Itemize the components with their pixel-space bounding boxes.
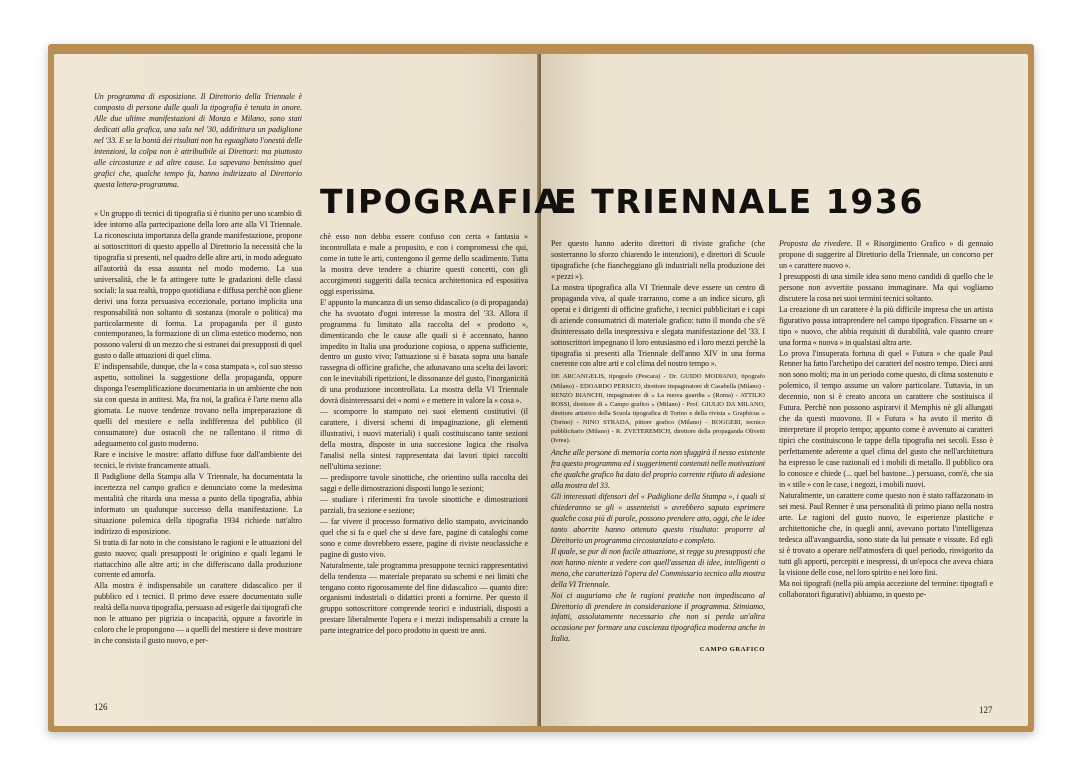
- paragraph: La mostra tipografica alla VI Triennale deve essere un centro di propaganda viva, al quale trarranno, come a un indice sicuro, gli operai e i dirigenti di officine grafiche, i tecnici pubblicitari e i capi di aziende consumatrici di materiale grafico: tutto il mondo che s'è disinteressato della inespressiva e slegata manifestazione del '33. I sottoscrittori impegnano il loro entusiasmo ed i loro mezzi perchè la tipografia si presenti alla Triennale dell'anno XIV in una forma coerente con altre arti e col clima del nostro tempo ».: [551, 282, 765, 369]
- paragraph: Rare e incisive le mostre: affatto diffuse fuor dall'ambiente dei tecnici, le riviste francamente attuali.: [94, 449, 302, 470]
- intro-paragraph: [94, 92, 302, 191]
- paragraph: Naturalmente, un carattere come questo non è stato raffazzonato in sei mesi. Paul Renner è una personalità di primo piano nella nostra arte. Le ragioni del gusto nuovo, le esperienze plastiche e architettoniche che, in quegli anni, avevano portato l'intelligenza tedesca all'avanguardia, sono state da lui pensate e vissute. Ed egli si è trovato a operare nell'atmosfera di quel periodo, rinvigorito da tutti gli apporti, percepiti e inespressi, di un'epoca che aveva chiara la visione delle cose, nel loro spirito e nei loro fini.: [779, 490, 993, 577]
- right-page: [541, 54, 1028, 726]
- paragraph: Il Padiglione della Stampa alla V Triennale, ha documentata la incertezza nel campo grafico e denunciato come la medesima mentalità che ritarda una messa a punto della tipografia, abbia informato un qualunque successo della manifestazione. La situazione polemica della tipografia 1934 richiede tutt'altro indirizzo di esposizione.: [94, 471, 302, 536]
- paragraph: — far vivere il processo formativo dello stampato, avvicinando quel che si fa e quel che si deve fare, pagine di cataloghi come sono e come dovrebbero essere, pagine di riviste neoclassiche e pagine di gusto vivo.: [320, 516, 528, 559]
- page-title-left: TIPOGRAFIA: [320, 182, 562, 221]
- paragraph: Proposta da rivedere. Il « Risorgimento Grafico » di gennaio propone di suggerire al Direttorio della Triennale, un concorso per un « carattere nuovo ».: [779, 239, 994, 270]
- paragraph: — scomporre lo stampato nei suoi elementi costitutivi (il carattere, i diversi schemi di impaginazione, gli elementi illustrativi, i nuovi materiali) i quali costituiscano tante sezioni della mostra, disposte in una succesione logica che risolva l'analisi nella sintesi rappresentata dai lavori tipici raccolti nell'ultima sezione:: [320, 407, 528, 472]
- right-column-1: [551, 239, 765, 656]
- page-number-right: 127: [979, 705, 993, 715]
- left-page: [54, 54, 539, 726]
- intro-text: Un programma di esposizione. Il Direttorio della Triennale è composto di persone dalle quali la tipografia è tenuta in onore. Alle due ultime manifestazioni di Monza e Milano, sono stati dedicati alla grafica, una sala nel '30, addirittura un padiglione nel '33. E se la bontà dei risultati non ha eguagliato l'onestà delle intenzioni, la colpa non è attribuibile ai Direttori: ma piuttosto alle circostanze e ad altre cause. Lo sapevano benissimo quei grafici che, qualche tempo fa, hanno indirizzato al Direttorio questa lettera-programma.: [94, 92, 302, 189]
- left-column-1: [94, 209, 302, 647]
- editorial-paragraph: Il quale, se pur di non facile attuazione, si regge su presupposti che non hanno niente a vedere con quell'assenza di idee, intelligenti o meno, che caratterizzò l'opera del Commissario tecnico alla mostra della VI Triennale.: [551, 546, 765, 589]
- paragraph: E' appunto la mancanza di un senso didascalico (o di propaganda) che ha svuotato d'ogni interesse la mostra del '33. Allora il programma fu limitato alla raccolta del « prodotto », dimenticando che le cause alle quali si è accennato, hanno impedito in Italia una produzione copiosa, o appena sufficiente, dentro un gusto vivo; l'attuazione si è basata sopra una banale rassegna di officine grafiche, che adunavano una scelta dei lavori: con le inevitabili ripetizioni, le dissonanze del gusto, l'inorganicità di una produzione incontrollata. La mostra della VI Triennale dovrà disinteressarsi dei « nomi » e mettere in valore la « cosa ».: [320, 297, 528, 406]
- right-column-2: [779, 239, 993, 600]
- paragraph: La creazione di un carattere è la più difficile impresa che un artista figurativo possa intraprendere nel campo tipografico. Fissarne un « tipo » nuovo, che abbia requisiti di durabilità, vale quanto creare una forma « nuova » in qualsiasi altra arte.: [779, 304, 993, 347]
- paragraph: — predisporre tavole sinottiche, che orientino sulla raccolta dei saggi e delle dimostrazioni disposti lungo le sezioni;: [320, 472, 528, 493]
- page-title-right: E TRIENNALE 1936: [554, 182, 925, 221]
- paragraph: Lo prova l'insuperata fortuna di quel « Futura » che quale Paul Renner ha fatto l'archetipo dei caratteri del nostro tempo. Dieci anni non sono molti; ma in un periodo come questo, di clima sostenuto e polemico, il tempo assume un valore particolare. Tuttavia, in un decennio, non si è creato ancora un carattere che sostituisca il Futura. Perchè non possono aspirarvi il Memphis nè gli allungati che da questi muovono. Il « Futura » ha avuto il merito di interpretare il proprio tempo; appunto come è avvenuto ai caratteri tipici che costituiscono le tappe della tipografia nei secoli. Esso è perfettamente aderente a quel clima del gusto che nell'architettura ha espresso le case razionali ed i mobili di metallo. Il pubblico ora lo conosce e chiede (... quel bel bastone...) persuaso, com'è, che sia in « stile » con le case, i negozi, i mobili nuovi.: [779, 348, 993, 489]
- editorial-paragraph: Anche alle persone di memoria corta non sfuggirà il nesso esistente fra questo programma ed i suggerimenti contenuti nelle motivazioni che qualche grafico ha dato del proprio corrente rifiuto di adesione alla mostra del 33.: [551, 448, 765, 491]
- paragraph: chè esso non debba essere confuso con certa « fantasia » incontrollata e male a proposito, e con i compromessi che qui, come in tutte le arti, contengono il germe dello scadimento. Tutta la mostra deve tendere a chiarire questi concetti, con gli accorgimenti suggeriti dalla tecnica architettonica ed espositiva oggi esperissima.: [320, 232, 528, 296]
- paragraph: Per questo hanno aderito direttori di riviste grafiche (che sosterranno lo sforzo chiarendo le intenzioni), e direttori di Scuole tipografiche (che fiancheggiano gli industriali nella produzione dei « pezzi »).: [551, 239, 765, 281]
- paragraph: I presupposti di una simile idea sono meno candidi di quello che le persone non avvertite possano immaginare. Ma qui vogliamo discutere la cosa nei suoi termini tecnici soltanto.: [779, 271, 993, 303]
- paragraph: « Un gruppo di tecnici di tipografia si è riunito per uno scambio di idee intorno alla partecipazione della loro arte alla VI Triennale. La riconosciuta importanza della grande manifestazione, propone ai sottoscrittori di questo appello al Direttorio la necessità che la tipografia si presenti, nel quadro delle altre arti, in modo adeguato all'autorità da essa assunta nel modo moderno. La sua universalità, che le fa attingere tutte le gradazioni delle classi sociali: la sua realtà, troppo quotidiana e diffusa perchè non gliene derivi una forza persuasiva eccezionale, portano implicita una responsabilità non soltanto di sostanza (morale o politica) ma particolarmente di forma. La propaganda per il gusto contemporaneo, la formazione di un clima estetico moderno, non possono valersi di un mezzo che si estranei dai presupposti di quel gusto o dalle attuazioni di quel clima.: [94, 209, 302, 361]
- page-number-left: 126: [94, 702, 108, 712]
- signature: CAMPO GRAFICO: [699, 646, 765, 654]
- editorial-paragraph: Gli interessati difensori del « Padiglione della Stampa », i quali si chiederanno se gli « assenteisti » avrebbero saputo esprimere qualche cosa più di parole, possono prendere atto, oggi, che le idee tanto aborrite hanno ottenuto questo risultato: proporre al Direttorio un programma circostanziato e completo.: [551, 492, 765, 545]
- paragraph: Si tratta di far noto in che consistano le ragioni e le attuazioni del gusto nuovo; quali presupposti le originino e quali legami le riattacchino alle altre arti; in che differiscano dalla produzione corrente ed amorfa.: [94, 537, 302, 580]
- paragraph: Ma noi tipografi (nella più ampia accezione del termine: tipografi e collaboratori figurativi) abbiamo, in questo pe-: [779, 578, 993, 599]
- paragraph: Naturalmente, tale programma presuppone tecnici rappresentativi della tendenza — materiale preparato su schemi e nei limiti che tengano conto rigorosamente del fine didascalico — quanto dire: organismi industriali o didattici pronti a fornirne. Per questo il gruppo sottoscrittore comprende teorici e industriali, disposti a prestare liberalmente l'opera e i mezzi indispensabili a creare la parte integratrice del poco prodotto in questi tre anni.: [320, 560, 528, 636]
- paragraph: — studiare i riferimenti fra tavole sinottiche e dimostrazioni parziali, fra sezione e sezione;: [320, 494, 528, 515]
- magazine-spread: [48, 44, 1034, 732]
- editorial-paragraph: Noi ci auguriamo che le ragioni pratiche non impediscano al Direttorio di prendere in considerazione il programma. Stimiamo, infatti, assolutamente necessario che non si perda un'altra occasione per formare una coscienza tipografica moderna anche in Italia.: [551, 590, 765, 644]
- signatories-list: DE ARCANGELIS, tipografo (Pescara) - Dr. GUIDO MODIANO, tipografo (Milano) - EDOARDO PERSICO, direttore impaginatore di Casabella (Milano) - RENZO BIANCHI, impaginatore di « La nuova guardia » (Roma) - ATTILIO ROSSI, direttore di « Campo grafico » (Milano) - Prof. GIULIO DA MILANO, direttore artistico della Scuola tipografica di Torino e della rivista « Graphicus » (Torino) - NINO STRADA, pittore grafico (Milano) - ROGGERI, tecnico pubblicitario (Milano) - R. ZVETEREMICH, direttore della propaganda Olivetti (Ivrea).: [551, 373, 765, 445]
- paragraph: Alla mostra è indispensabile un carattere didascalico per il pubblico ed i tecnici. Il primo deve essere documentato sulle realtà della nuova tipografia, persuaso ad esigerle dai tipografi che non le attuano per pigrizia o incapacità, oppure a favorirle in coloro che le propongono — a quelli del mestiere si deve mostrare in che consista il gusto nuovo, e per-: [94, 581, 302, 646]
- left-column-2: [320, 232, 528, 637]
- paragraph: E' indispensabile, dunque, che la « cosa stampata », col suo stesso aspetto, sottolinei la suggestione della propaganda, oppure disponga l'esemplificazione documentaria in un ambiente che non sia con questa in antitesi. Ma, fra noi, la grafica è l'arte meno alla giornata. Le nuove tendenze trovano nella impreparazione di quelli del mestiere e nella indifferenza del pubblico (il consumatore) due ostacoli che ne rallentano il ritmo di adeguamento col gusto moderno.: [94, 362, 302, 449]
